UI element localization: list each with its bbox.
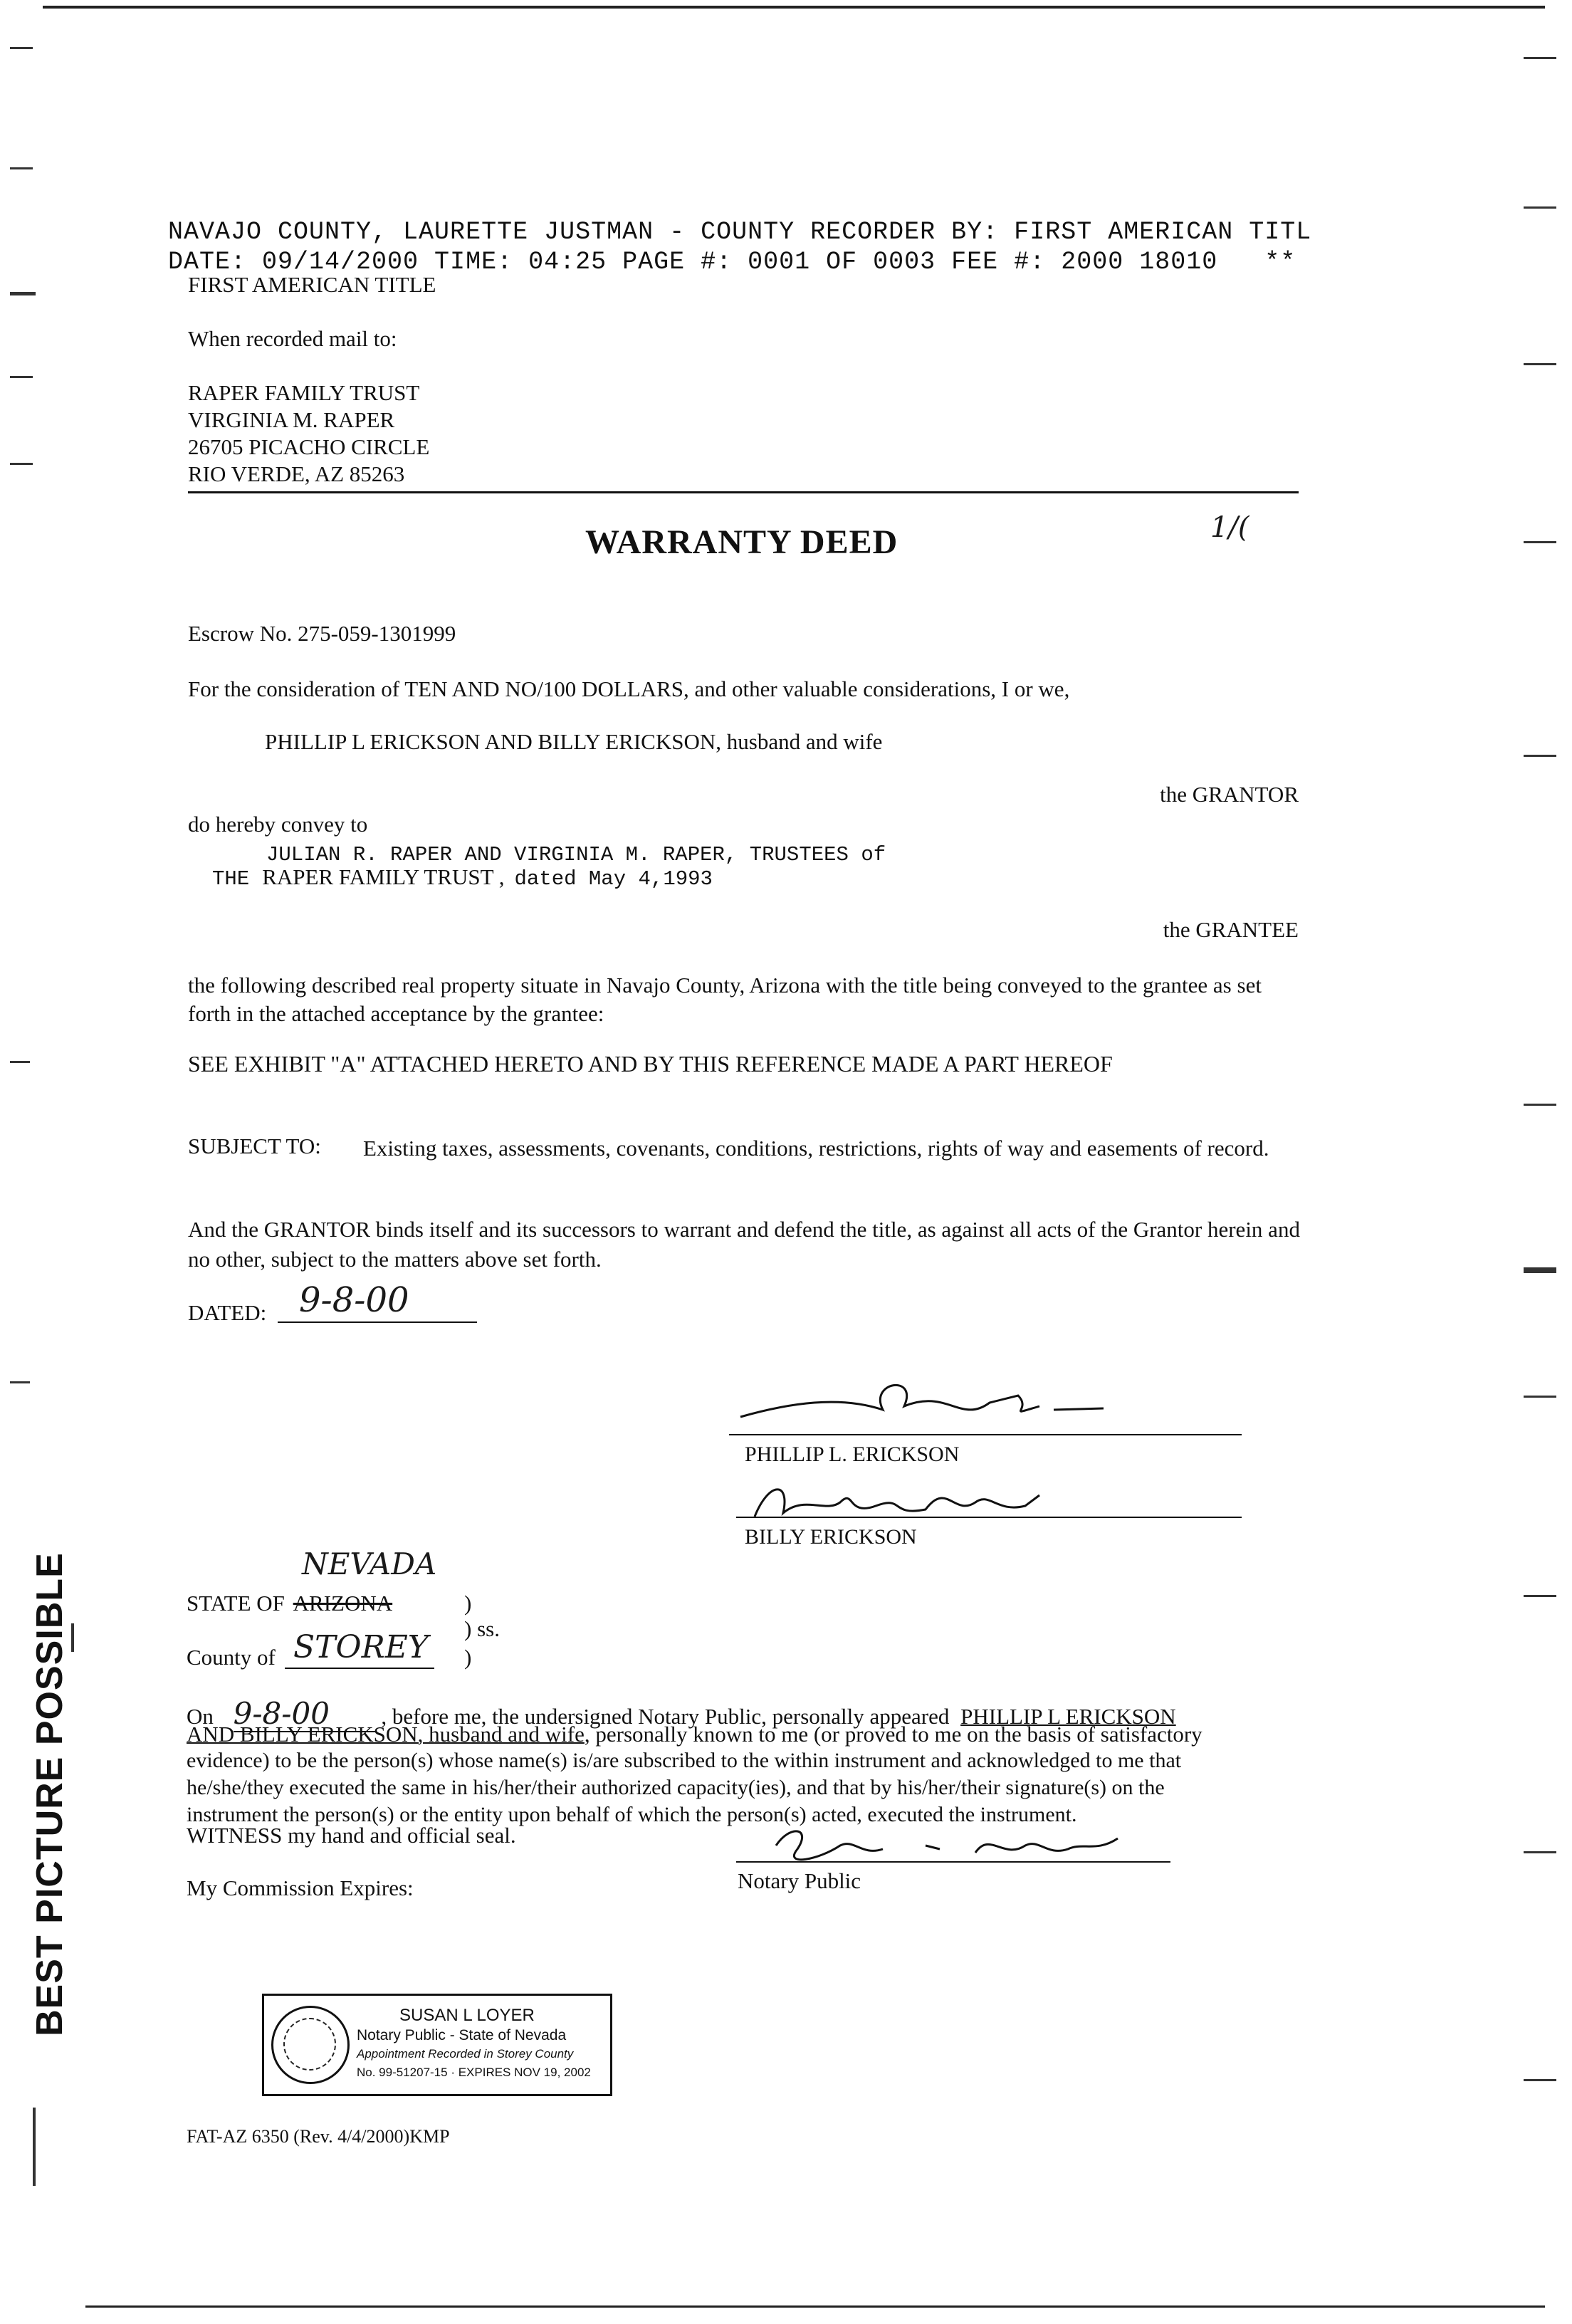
seal-line-3: Appointment Recorded in Storey County (357, 2047, 574, 2061)
mail-to-line: 26705 PICACHO CIRCLE (188, 434, 430, 459)
ack-on: On (187, 1704, 214, 1729)
ack-text-1: , before me, the undersigned Notary Public, personally appeared (381, 1704, 950, 1729)
seal-line-2: Notary Public - State of Nevada (357, 2027, 567, 2043)
notary-label: Notary Public (738, 1868, 861, 1893)
title-handwritten-mark: 1/( (1210, 511, 1249, 544)
margin-mark (1524, 1396, 1556, 1398)
grantee-trust-date: dated May 4,1993 (514, 867, 713, 891)
margin-mark (1524, 1851, 1556, 1853)
mail-to-line: VIRGINIA M. RAPER (188, 407, 395, 432)
margin-mark (1524, 755, 1556, 757)
sidebar-bracket (71, 1623, 74, 1652)
dated-label: DATED: (188, 1300, 267, 1325)
subject-to-text: Existing taxes, assessments, covenants, conditions, restrictions, rights of way and easements of record. (363, 1136, 1269, 1161)
ack-line-5: instrument the person(s) or the entity upon behalf of which the person(s) acted, executed the instrument. (187, 1803, 1077, 1826)
form-id: FAT-AZ 6350 (Rev. 4/4/2000)KMP (187, 2126, 450, 2147)
grantee-prefix: THE (212, 867, 250, 891)
top-scan-edge (43, 6, 1545, 9)
signer-1-name: PHILLIP L. ERICKSON (745, 1443, 960, 1466)
notary-seal (262, 1994, 612, 2096)
ack-text-2: , personally known to me (or proved to me on the basis of satisfactory (584, 1722, 1202, 1747)
best-picture-stamp: BEST PICTURE POSSIBLE (29, 1552, 70, 2036)
state-struck: ARIZONA (293, 1591, 393, 1616)
margin-mark (10, 47, 33, 49)
ack-date-handwritten: 9-8-00 (234, 1696, 376, 1732)
margin-mark (10, 1061, 30, 1063)
exhibit-text: SEE EXHIBIT "A" ATTACHED HERETO AND BY THIS REFERENCE MADE A PART HEREOF (188, 1051, 1113, 1077)
margin-mark (1524, 363, 1556, 365)
signature-line-1 (729, 1434, 1242, 1435)
ss-marker: ) ss. (464, 1616, 500, 1641)
state-label (187, 1591, 392, 1616)
grantee-label: the GRANTEE (1163, 917, 1299, 942)
grantee-line-1: JULIAN R. RAPER AND VIRGINIA M. RAPER, TRUSTEES of (266, 843, 886, 867)
property-text: the following described real property situate in Navajo County, Arizona with the title being conveyed to the grantee as set forth in the attached acceptance by the grantee: (188, 973, 1262, 1026)
grantor-label: the GRANTOR (1160, 782, 1299, 807)
county-label: County of (187, 1645, 276, 1670)
seal-emblem (271, 2006, 350, 2084)
subject-to-label: SUBJECT TO: (188, 1134, 321, 1158)
county-paren: ) (464, 1645, 472, 1670)
margin-mark (10, 463, 33, 465)
margin-mark (10, 1381, 30, 1383)
consideration-text: For the consideration of TEN AND NO/100 DOLLARS, and other valuable considerations, I or we, (188, 676, 1070, 701)
bottom-scan-edge (85, 2305, 1545, 2308)
ack-line-2 (187, 1722, 1202, 1747)
witness-text: WITNESS my hand and official seal. (187, 1823, 516, 1848)
state-handwritten: NEVADA (302, 1546, 437, 1581)
state-paren: ) (464, 1591, 472, 1616)
ack-line-4: he/she/they executed the same in his/her/their authorized capacity(ies), and that by his/her/their signature(s) on the (187, 1776, 1165, 1799)
margin-mark (1524, 2079, 1556, 2081)
grantee-trust-name: RAPER FAMILY TRUST , (262, 864, 505, 889)
margin-mark (1524, 206, 1556, 209)
margin-mark (10, 167, 33, 169)
margin-mark (1524, 1104, 1556, 1106)
signature-notary (762, 1817, 1160, 1874)
county-rule (285, 1668, 434, 1669)
escrow-number: Escrow No. 275-059-1301999 (188, 621, 456, 646)
seal-emblem-inner (283, 2018, 336, 2071)
recording-line-2-text: DATE: 09/14/2000 TIME: 04:25 PAGE #: 0001 OF 0003 FEE #: 2000 18010 (168, 248, 1218, 276)
ack-line-3: evidence) to be the person(s) whose name(s) is/are subscribed to the within instrument and acknowledged to me that (187, 1749, 1182, 1772)
signature-phillip (733, 1374, 1175, 1438)
page-title: WARRANTY DEED (585, 523, 898, 561)
warrant-text: And the GRANTOR binds itself and its successors to warrant and defend the title, as against all acts of the Grantor herein and no other, subject to the matters above set forth. (188, 1217, 1300, 1272)
margin-mark (10, 376, 33, 378)
dated-handwritten: 9-8-00 (299, 1280, 409, 1320)
notary-signature-line (736, 1861, 1170, 1863)
recording-line-3: FIRST AMERICAN TITLE (188, 272, 436, 297)
margin-mark (1524, 541, 1556, 543)
recording-mark: ** (1264, 248, 1296, 276)
county-handwritten: STOREY (293, 1629, 429, 1665)
dated-rule (278, 1321, 477, 1323)
convey-text: do hereby convey to (188, 812, 368, 837)
signature-line-2 (736, 1517, 1242, 1518)
mail-to-rule (188, 491, 1299, 493)
signer-2-name: BILLY ERICKSON (745, 1525, 917, 1549)
grantee-line-2 (212, 864, 713, 891)
mail-to-label: When recorded mail to: (188, 326, 397, 351)
seal-line-4: No. 99-51207-15 · EXPIRES NOV 19, 2002 (357, 2066, 591, 2079)
ack-names-1: PHILLIP L ERICKSON (960, 1704, 1176, 1729)
recording-line-1: NAVAJO COUNTY, LAURETTE JUSTMAN - COUNTY RECORDER BY: FIRST AMERICAN TITL (168, 218, 1312, 246)
commission-label: My Commission Expires: (187, 1875, 414, 1900)
margin-mark (10, 292, 36, 295)
state-label-text: STATE OF (187, 1591, 285, 1616)
grantor-names: PHILLIP L ERICKSON AND BILLY ERICKSON, husband and wife (265, 729, 883, 754)
margin-mark (1524, 57, 1556, 59)
seal-name: SUSAN L LOYER (399, 2006, 535, 2025)
mail-to-line: RAPER FAMILY TRUST (188, 380, 420, 405)
ack-names-2: AND BILLY ERICKSON, husband and wife (187, 1722, 585, 1747)
margin-mark (1524, 1267, 1556, 1273)
margin-mark (1524, 1595, 1556, 1597)
sidebar-bracket (33, 2108, 36, 2186)
mail-to-line: RIO VERDE, AZ 85263 (188, 461, 405, 486)
